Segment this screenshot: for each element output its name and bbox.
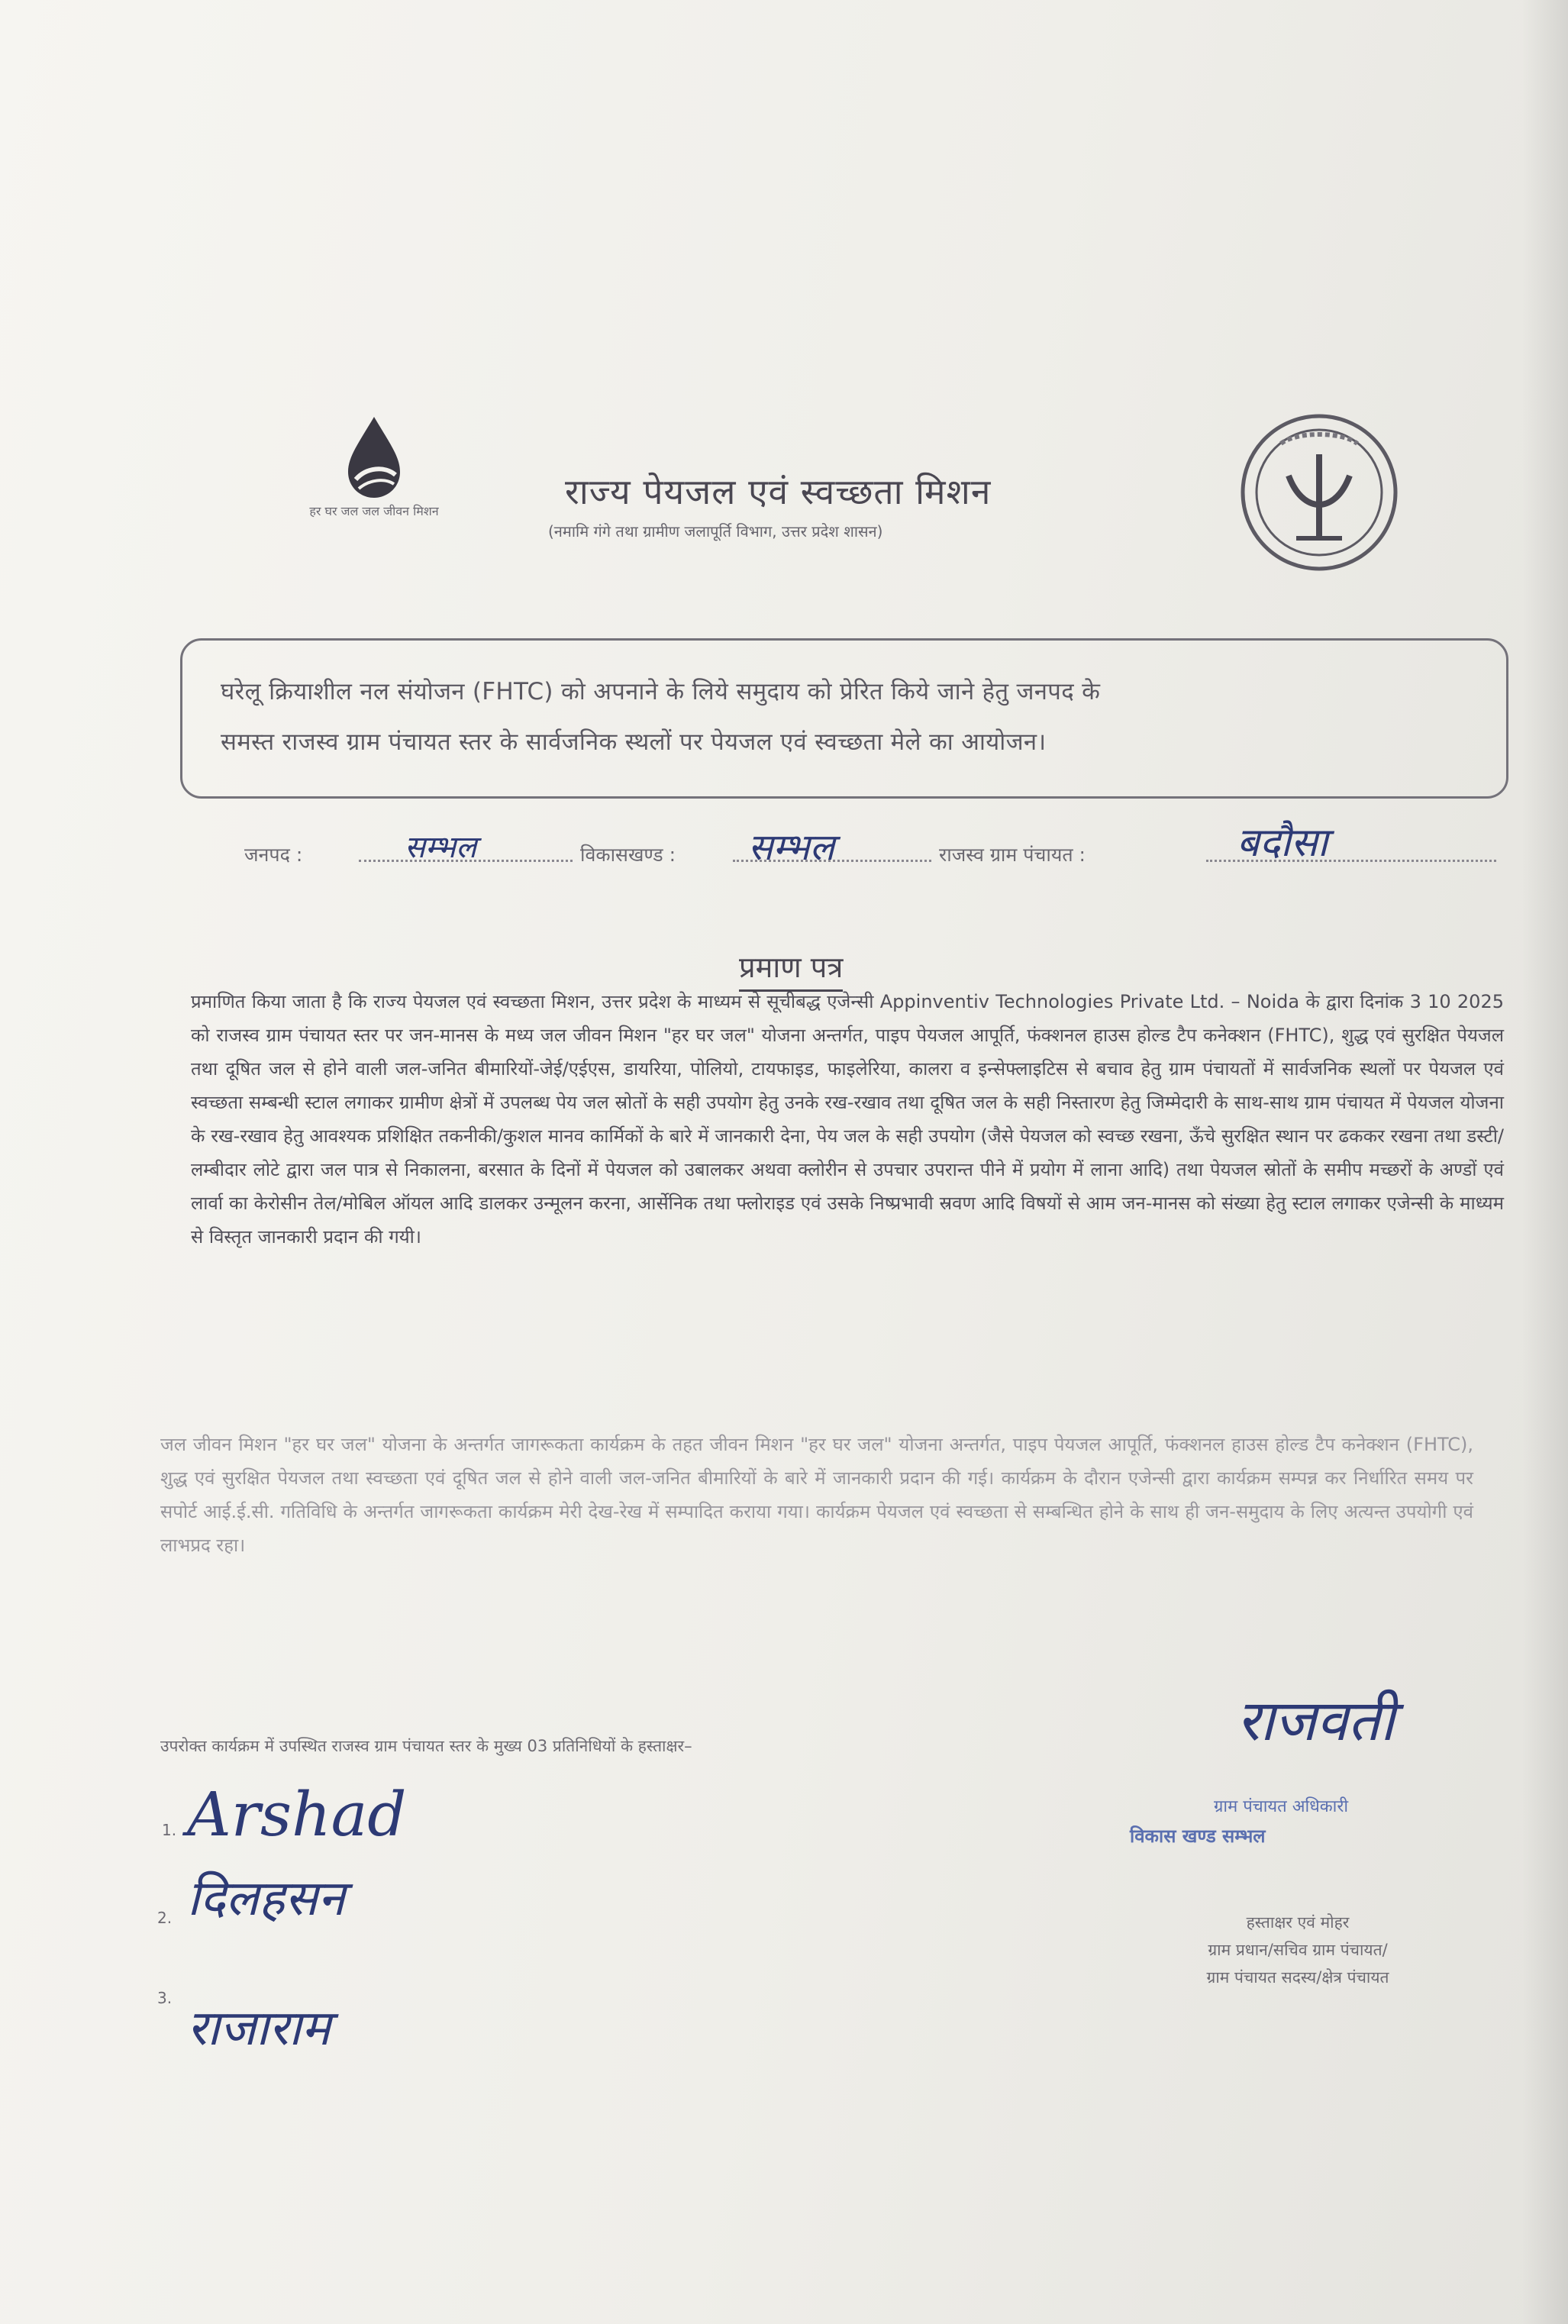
mission-subtitle: (नमामि गंगे तथा ग्रामीण जलापूर्ति विभाग, उत्तर प्रदेश शासन) — [548, 522, 883, 541]
signatory-1-signature: Arshad — [187, 1779, 407, 1850]
block-value: सम्भल — [748, 826, 835, 869]
certificate-title: प्रमाण पत्र — [739, 947, 843, 992]
signatories-note: उपरोक्त कार्यक्रम में उपस्थित राजस्व ग्राम पंचायत स्तर के मुख्य 03 प्रतिनिधियों के हस्ताक्षर– — [160, 1737, 692, 1755]
caption-line-3: ग्राम पंचायत सदस्य/क्षेत्र पंचायत — [1206, 1968, 1389, 1987]
district-value: सम्भल — [405, 830, 477, 865]
logo-caption: हर घर जल जल जीवन मिशन — [309, 504, 439, 518]
subject-line-1: घरेलू क्रियाशील नल संयोजन (FHTC) को अपनाने के लिये समुदाय को प्रेरित किये जाने हेतु जनपद के — [221, 678, 1101, 705]
certificate-paragraph-2: जल जीवन मिशन "हर घर जल" योजना के अन्तर्गत जागरूकता कार्यक्रम के तहत जीवन मिशन "हर घर जल" योजना अन्तर्गत, पाइप पेयजल आपूर्ति, फंक्शनल हाउस होल्ड टैप कनेक्शन (FHTC), शुद्ध एवं सुरक्षित पेयजल तथा स्वच्छता एवं दूषित जल से होने वाली जल-जनित बीमारियों के बारे में जानकारी प्रदान की गई। कार्यक्रम के दौरान एजेन्सी द्वारा कार्यक्रम सम्पन्न कर निर्धारित समय पर सपोर्ट आई.ई.सी. गतिविधि के अन्तर्गत जागरूकता कार्यक्रम मेरी देख-रेख में सम्पादित कराया गया। कार्यक्रम पेयजल एवं स्वच्छता से सम्बन्धित होने के साथ ही जन-समुदाय के लिए अत्यन्त उपयोगी एवं लाभप्रद रहा। — [160, 1434, 1473, 1556]
village-value: बदौसा — [1237, 820, 1328, 866]
block-label: विकासखण्ड : — [580, 844, 676, 866]
signatory-number-2: 2. — [157, 1909, 173, 1927]
certificate-paragraph-1: प्रमाणित किया जाता है कि राज्य पेयजल एवं स्वच्छता मिशन, उत्तर प्रदेश के माध्यम से सूचीबद्ध एजेन्सी Appinventiv Technologies Private Ltd. – Noida के द्वारा दिनांक 3 10 2025 को राजस्व ग्राम पंचायत स्तर पर जन-मानस के मध्य जल जीवन मिशन "हर घर जल" योजना अन्तर्गत, पाइप पेयजल आपूर्ति, फंक्शनल हाउस होल्ड टैप कनेक्शन (FHTC), शुद्ध एवं सुरक्षित पेयजल तथा दूषित जल से होने वाली जल-जनित बीमारियों-जेई/एईएस, डायरिया, पोलियो, टायफाइड, फाइलेरिया, कालरा व इन्सेफ्लाइटिस से बचाव हेतु ग्राम पंचायतों में सार्वजनिक स्थलों पर पेयजल एवं स्वच्छता सम्बन्धी स्टाल लगाकर ग्रामीण क्षेत्रों में उपलब्ध पेय जल स्रोतों के सही उपयोग हेतु उनके रख-रखाव तथा दूषित जल के सही निस्तारण हेतु जिम्मेदारी के साथ-साथ ग्राम पंचायत में पेयजल योजना के रख-रखाव हेतु आवश्यक प्रशिक्षित तकनीकी/कुशल मानव कार्मिकों के बारे में जानकारी देना, पेय जल के सही उपयोग (जैसे पेयजल को स्वच्छ रखना, ऊँचे सुरक्षित स्थान पर ढककर रखना तथा डस्टी/लम्बीदार लोटे द्वारा जल पात्र से निकालना, बरसात के दिनों में पेयजल को उबालकर अथवा क्लोरीन से उपचार उपरान्त पीने में प्रयोग में लाना आदि) तथा पेयजल स्रोतों के समीप मच्छरों के अण्डों एवं लार्वा का केरोसीन तेल/मोबिल ऑयल आदि डालकर उन्मूलन करना, आर्सेनिक तथा फ्लोराइड एवं उसके निष्प्रभावी स्रवण आदि विषयों से आम जन-मानस को संख्या हेतु स्टाल लगाकर एजेन्सी के माध्यम से विस्तृत जानकारी प्रदान की गयी। — [191, 991, 1504, 1248]
stamp-line-1: ग्राम पंचायत अधिकारी — [1214, 1797, 1349, 1816]
signature-caption — [1099, 1909, 1496, 1991]
subject-line-2: समस्त राजस्व ग्राम पंचायत स्तर के सार्वजनिक स्थलों पर पेयजल एवं स्वच्छता मेले का आयोजन। — [221, 728, 1047, 756]
district-label: जनपद : — [244, 844, 303, 866]
subject-box — [180, 638, 1508, 799]
water-drop-icon — [305, 412, 443, 504]
signatory-3-name: राजाराम — [187, 2000, 331, 2057]
village-label: राजस्व ग्राम पंचायत : — [939, 844, 1086, 866]
pradhan-signature: राजवती — [1237, 1688, 1395, 1754]
signatory-number-3: 3. — [157, 1989, 173, 2007]
caption-line-1: हस्ताक्षर एवं मोहर — [1246, 1913, 1350, 1932]
up-government-seal — [1235, 408, 1403, 576]
official-stamp — [1130, 1779, 1450, 1870]
location-fields — [244, 820, 1496, 886]
signatory-2-name: दिलहसन — [187, 1870, 345, 1927]
stamp-line-2: विकास खण्ड सम्भल — [1130, 1825, 1266, 1847]
seal-emblem-icon — [1235, 408, 1403, 576]
mission-title: राज्य पेयजल एवं स्वच्छता मिशन — [565, 471, 992, 512]
caption-line-2: ग्राम प्रधान/सचिव ग्राम पंचायत/ — [1208, 1941, 1388, 1959]
signatory-number-1: 1. — [162, 1821, 177, 1839]
jal-jeevan-mission-logo — [305, 412, 443, 565]
